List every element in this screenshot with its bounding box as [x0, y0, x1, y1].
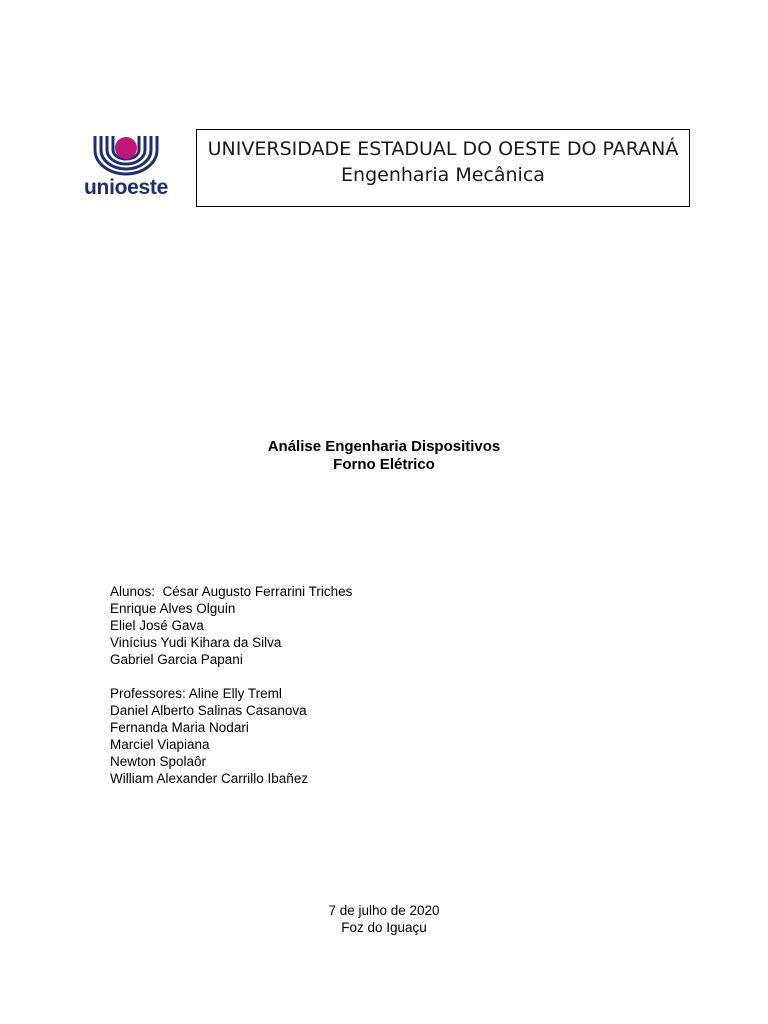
student-name: César Augusto Ferrarini Triches — [162, 584, 353, 599]
title-line-1: Análise Engenharia Dispositivos — [267, 438, 501, 455]
professor-name: Aline Elly Treml — [188, 686, 282, 701]
unioeste-logo-icon — [92, 136, 160, 176]
students-label: Alunos: — [110, 584, 156, 599]
document-footer — [0, 902, 768, 936]
document-date: 7 de julho de 2020 — [328, 903, 440, 918]
title-line-2: Forno Elétrico — [333, 456, 435, 473]
student-name: Eliel José Gava — [110, 618, 204, 633]
professor-name: William Alexander Carrillo Ibañez — [110, 771, 309, 786]
logo-wordmark: unioeste — [84, 176, 168, 199]
document-city: Foz do Iguaçu — [341, 920, 427, 935]
students-first-line — [110, 583, 352, 600]
authors-section — [110, 583, 352, 787]
document-title — [0, 438, 768, 474]
student-name: Enrique Alves Olguin — [110, 601, 236, 616]
university-name: UNIVERSIDADE ESTADUAL DO OESTE DO PARANÁ — [207, 138, 679, 160]
professor-name: Newton Spolaôr — [110, 754, 207, 769]
professor-name: Marciel Viapiana — [110, 737, 210, 752]
professors-label: Professores: — [110, 686, 186, 701]
university-logo — [72, 136, 180, 200]
student-name: Vinícius Yudi Kihara da Silva — [110, 635, 282, 650]
professors-first-line — [110, 685, 352, 702]
professor-name: Fernanda Maria Nodari — [110, 720, 249, 735]
institution-header — [196, 129, 690, 207]
professor-name: Daniel Alberto Salinas Casanova — [110, 703, 307, 718]
course-name: Engenharia Mecânica — [341, 164, 545, 186]
student-name: Gabriel Garcia Papani — [110, 652, 243, 667]
